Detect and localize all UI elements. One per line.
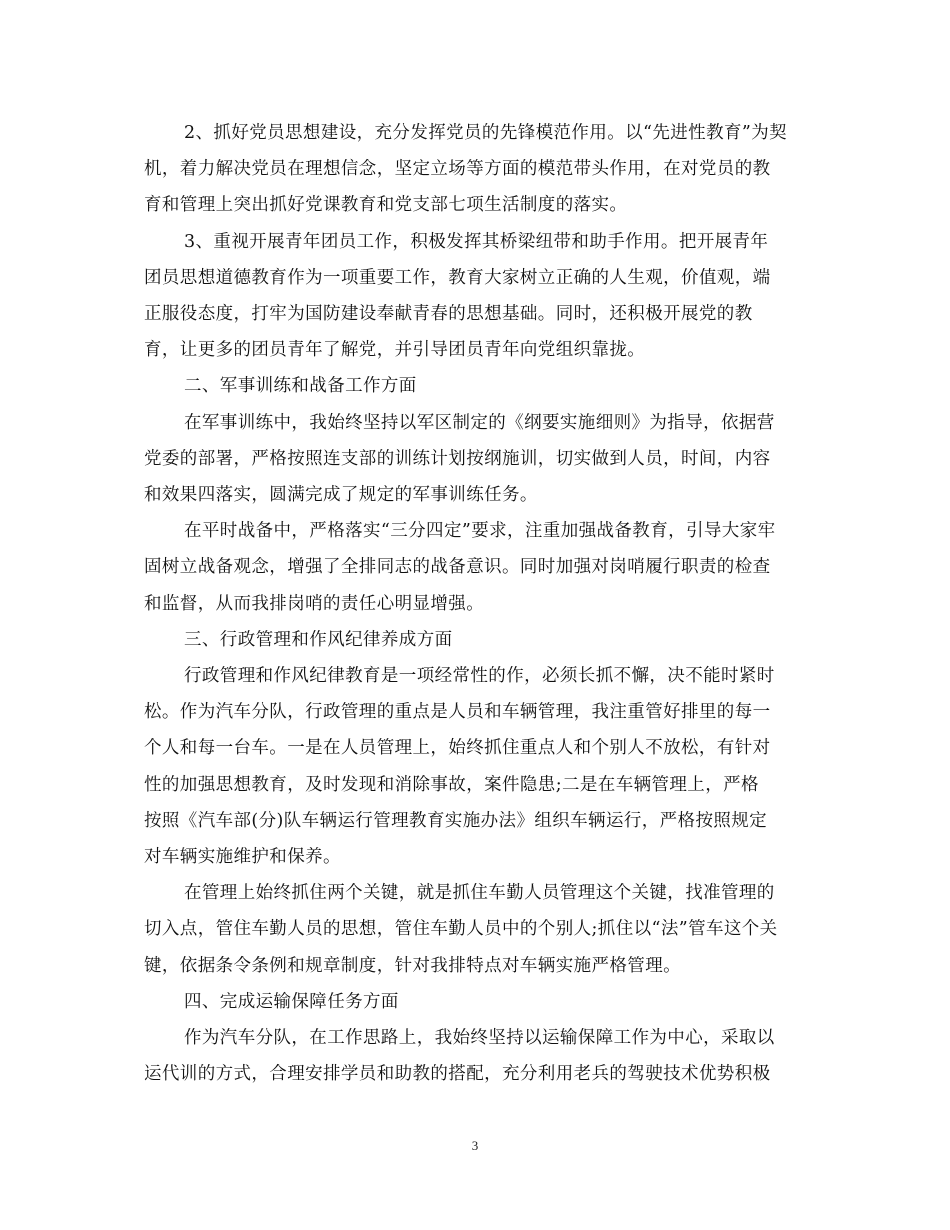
text-line: 在军事训练中，我始终坚持以军区制定的《纲要实施细则》为指导，依据营 [184, 412, 775, 433]
paragraph-combat-readiness [144, 513, 808, 622]
text-line: 按照《汽车部(分)队车辆运行管理教育实施办法》组织车辆运行，严格按照规定 [144, 810, 768, 831]
text-line: 团员思想道德教育作为一项重要工作，教育大家树立正确的人生观，价值观，端 [144, 267, 771, 288]
text-line: 3、重视开展青年团员工作，积极发挥其桥梁纽带和助手作用。把开展青年 [184, 231, 769, 252]
text-line: 个人和每一台车。一是在人员管理上，始终抓住重点人和个别人不放松，有针对 [144, 738, 771, 759]
paragraph-transport-support [144, 1020, 808, 1092]
text-line: 育，让更多的团员青年了解党，并引导团员青年向党组织靠拢。 [144, 340, 646, 361]
text-line: 和效果四落实，圆满完成了规定的军事训练任务。 [144, 485, 538, 506]
paragraph-youth-league-work [144, 224, 808, 369]
text-line: 机，着力解决党员在理想信念，坚定立场等方面的模范带头作用，在对党员的教 [144, 159, 771, 180]
text-line: 作为汽车分队，在工作思路上，我始终坚持以运输保障工作为中心，采取以 [184, 1028, 775, 1049]
text-line: 正服役态度，打牢为国防建设奉献青春的思想基础。同时，还积极开展党的教 [144, 304, 753, 325]
text-line: 在管理上始终抓住两个关键，就是抓住车勤人员管理这个关键，找准管理的 [184, 883, 775, 904]
section-heading-transport-support: 四、完成运输保障任务方面 [184, 991, 399, 1012]
text-line: 对车辆实施维护和保养。 [144, 847, 341, 868]
text-line: 性的加强思想教育，及时发现和消除事故，案件隐患;二是在车辆管理上，严格 [144, 774, 759, 795]
text-line: 键，依据条令条例和规章制度，针对我排特点对车辆实施严格管理。 [144, 955, 681, 976]
paragraph-management-keys [144, 875, 808, 984]
text-line: 固树立战备观念，增强了全排同志的战备意识。同时加强对岗哨履行职责的检查 [144, 557, 771, 578]
section-heading-military-training: 二、军事训练和战备工作方面 [184, 376, 417, 397]
text-line: 松。作为汽车分队，行政管理的重点是人员和车辆管理，我注重管好排里的每一 [144, 702, 771, 723]
page-number: 3 [471, 1138, 479, 1153]
text-line: 行政管理和作风纪律教育是一项经常性的作，必须长抓不懈，决不能时紧时 [184, 666, 775, 687]
text-line: 2、抓好党员思想建设，充分发挥党员的先锋模范作用。以“先进性教育”为契 [184, 123, 788, 143]
text-line: 运代训的方式，合理安排学员和助教的搭配，充分利用老兵的驾驶技术优势积极 [144, 1064, 771, 1085]
text-line: 切入点，管住车勤人员的思想，管住车勤人员中的个别人;抓住以“法”管车这个关 [144, 919, 778, 940]
document-body [144, 115, 808, 1092]
text-line: 和监督，从而我排岗哨的责任心明显增强。 [144, 593, 485, 614]
paragraph-administration [144, 658, 808, 875]
paragraph-party-member-building [144, 115, 808, 224]
text-line: 育和管理上突出抓好党课教育和党支部七项生活制度的落实。 [144, 195, 628, 216]
section-heading-administration: 三、行政管理和作风纪律养成方面 [184, 629, 453, 650]
paragraph-military-training [144, 405, 808, 514]
text-line: 在平时战备中，严格落实“三分四定”要求，注重加强战备教育，引导大家牢 [184, 521, 776, 542]
text-line: 党委的部署，严格按照连支部的训练计划按纲施训，切实做到人员，时间，内容 [144, 448, 771, 469]
